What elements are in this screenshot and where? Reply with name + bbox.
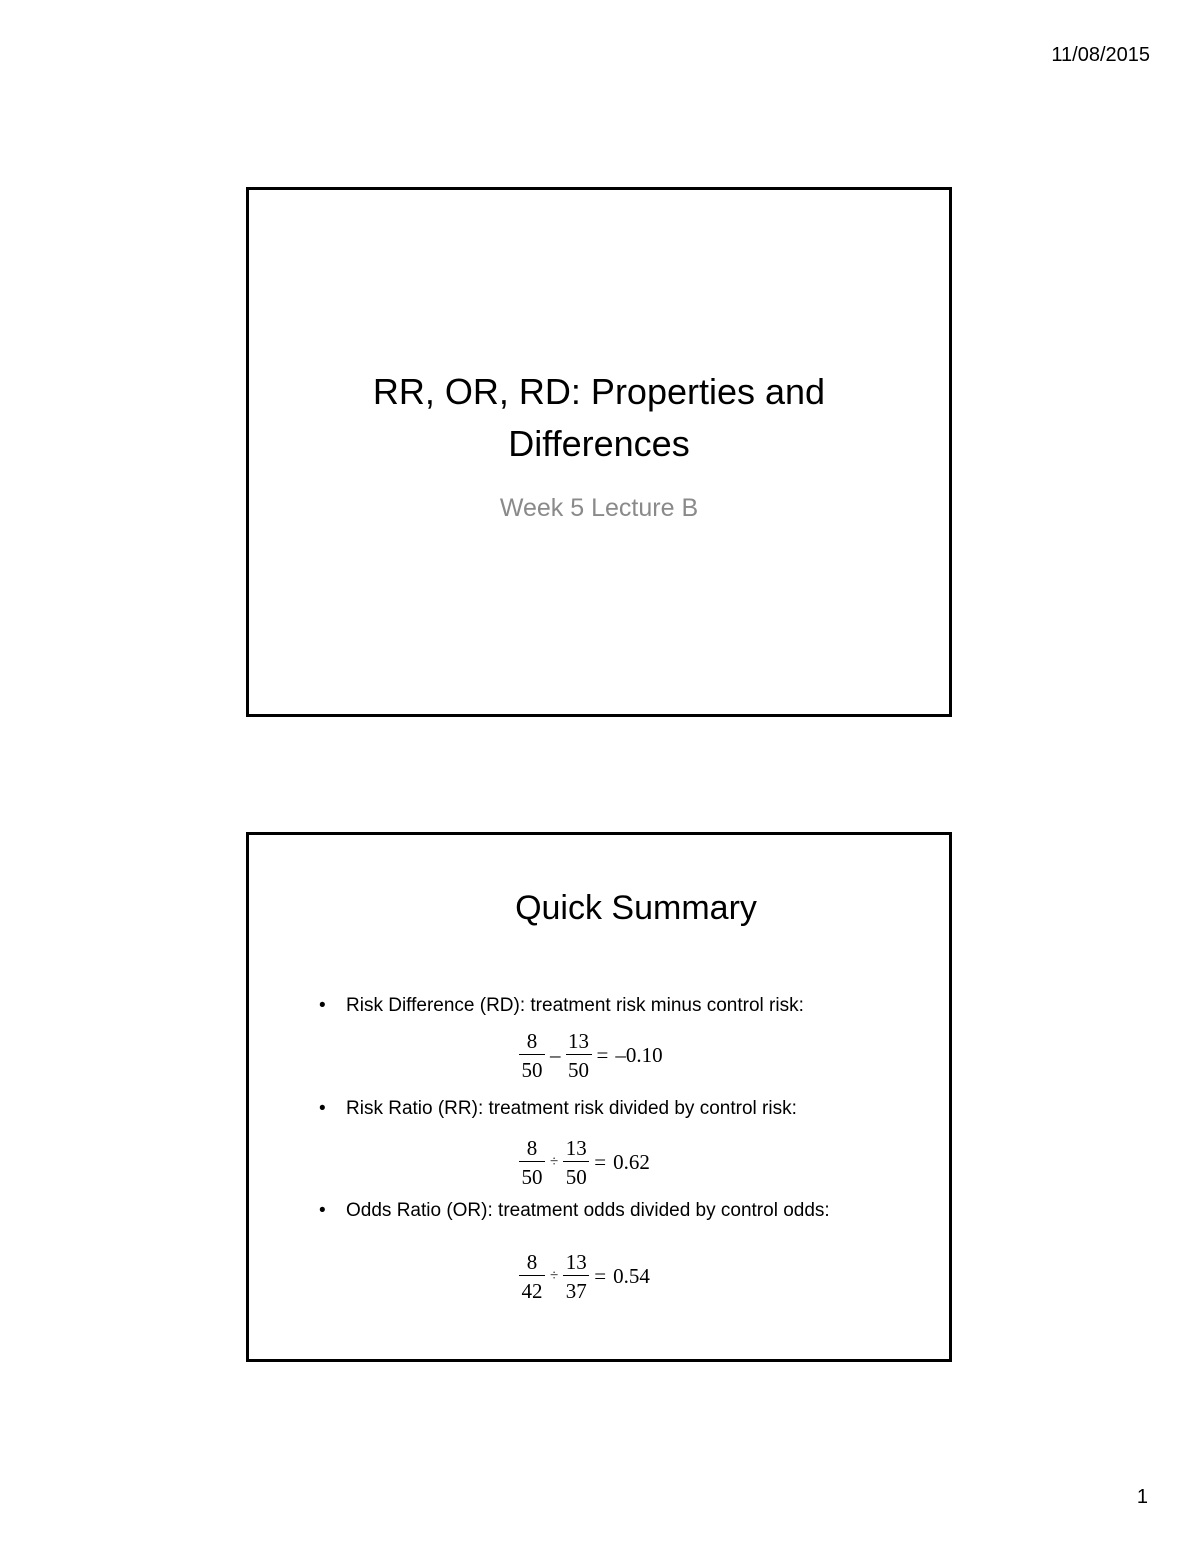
divide-operator: ÷ xyxy=(550,1268,559,1284)
bullet-symbol: • xyxy=(319,1200,326,1221)
page-date: 11/08/2015 xyxy=(1051,44,1150,66)
formula-odds-ratio xyxy=(517,1251,650,1302)
summary-title: Quick Summary xyxy=(515,889,757,927)
numerator: 13 xyxy=(565,1136,587,1160)
numerator: 13 xyxy=(565,1250,587,1274)
equals-operator: = xyxy=(594,1264,607,1288)
fraction xyxy=(519,1030,545,1081)
bullet-risk-ratio xyxy=(319,1098,797,1120)
bullet-symbol: • xyxy=(319,995,326,1016)
equals-operator: = xyxy=(594,1150,607,1174)
denominator: 50 xyxy=(521,1165,543,1189)
fraction xyxy=(566,1030,592,1081)
numerator: 8 xyxy=(526,1136,538,1160)
denominator: 50 xyxy=(521,1058,543,1082)
fraction xyxy=(519,1137,545,1188)
slide-title-line-2: Differences xyxy=(508,423,690,464)
fraction xyxy=(563,1251,589,1302)
formula-result: –0.10 xyxy=(615,1043,663,1067)
equals-operator: = xyxy=(596,1043,609,1067)
slide-title-line-1: RR, OR, RD: Properties and xyxy=(372,371,826,412)
denominator: 42 xyxy=(521,1279,543,1303)
minus-operator: – xyxy=(550,1043,561,1067)
bullet-text: Odds Ratio (OR): treatment odds divided by control odds: xyxy=(346,1200,830,1221)
formula-risk-difference xyxy=(517,1030,663,1081)
denominator: 37 xyxy=(565,1279,587,1303)
title-slide xyxy=(246,187,952,717)
bullet-text: Risk Ratio (RR): treatment risk divided by control risk: xyxy=(346,1098,797,1119)
slide-subtitle: Week 5 Lecture B xyxy=(499,494,699,522)
divide-operator: ÷ xyxy=(550,1154,559,1170)
page-number: 1 xyxy=(1136,1486,1148,1508)
denominator: 50 xyxy=(568,1058,589,1082)
formula-risk-ratio xyxy=(517,1137,650,1188)
slide-title xyxy=(249,366,949,470)
numerator: 8 xyxy=(526,1250,538,1274)
title-block xyxy=(249,366,949,523)
bullet-symbol: • xyxy=(319,1098,326,1119)
formula-result: 0.54 xyxy=(613,1264,650,1288)
fraction xyxy=(519,1251,545,1302)
bullet-odds-ratio xyxy=(319,1200,830,1222)
fraction xyxy=(563,1137,589,1188)
denominator: 50 xyxy=(565,1165,587,1189)
bullet-text: Risk Difference (RD): treatment risk minus control risk: xyxy=(346,995,804,1016)
summary-slide xyxy=(246,832,952,1362)
bullet-risk-difference xyxy=(319,995,804,1017)
numerator: 13 xyxy=(568,1029,589,1053)
numerator: 8 xyxy=(526,1029,538,1053)
formula-result: 0.62 xyxy=(613,1150,650,1174)
